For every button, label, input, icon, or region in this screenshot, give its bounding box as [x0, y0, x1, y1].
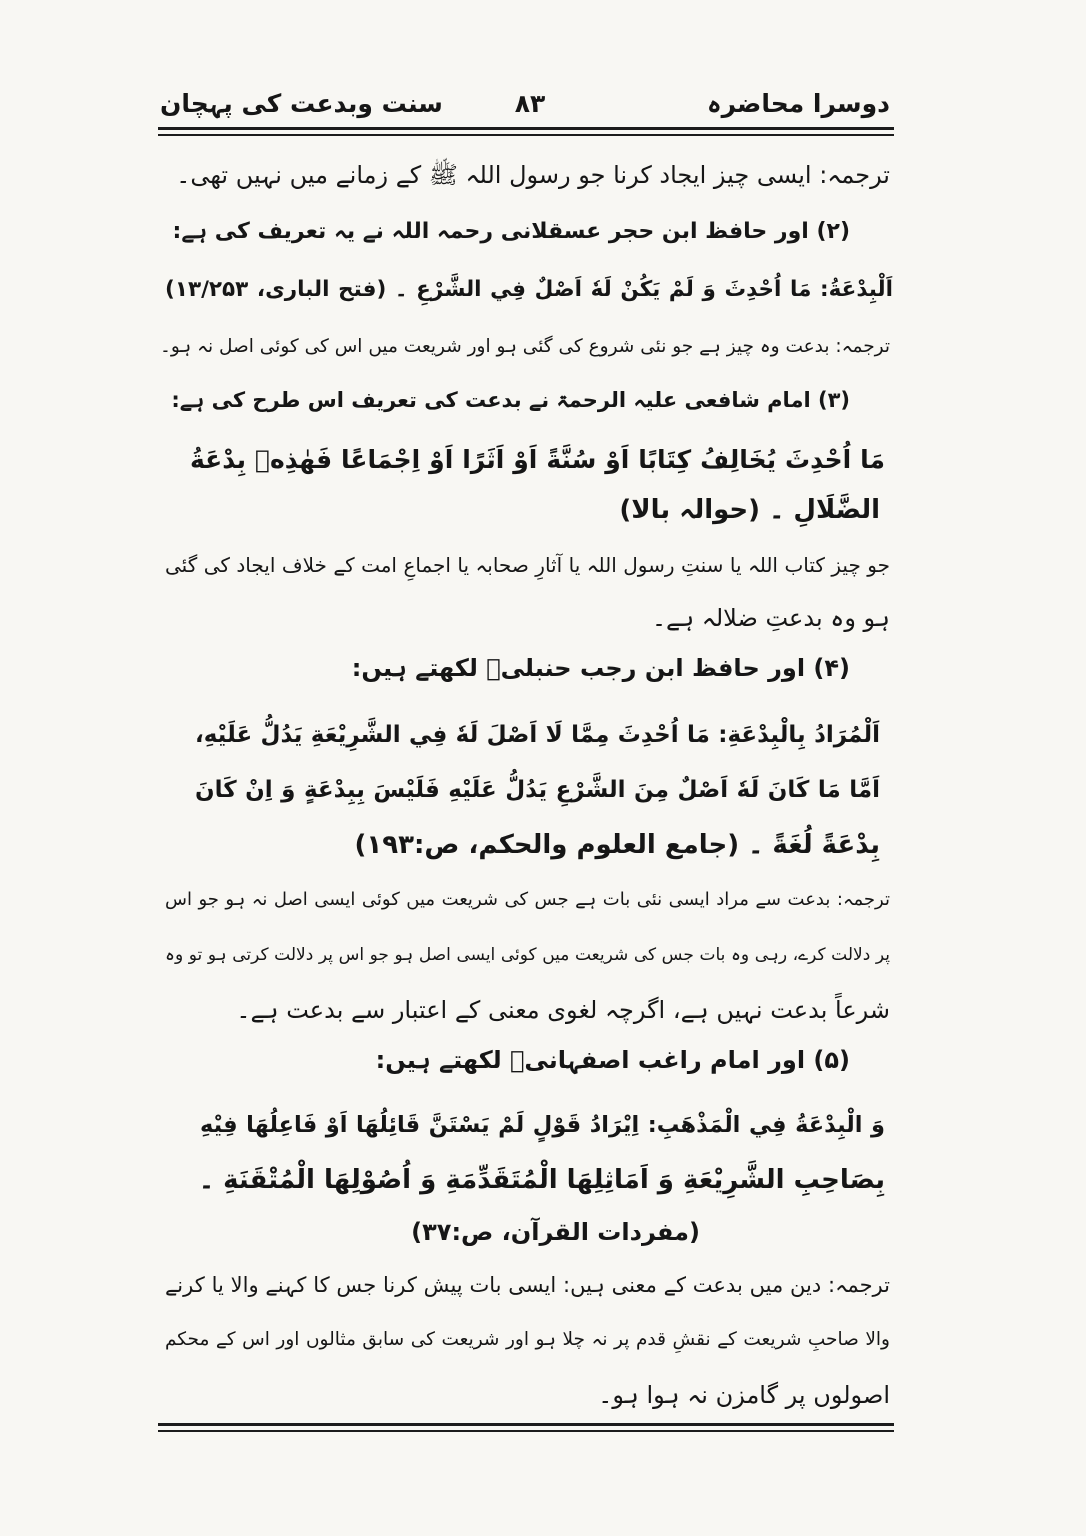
translation-line: پر دلالت کرے، رہی وہ بات جس کی شریعت میں کوئی ایسی اصل ہو جو اس پر دلالت کرتی ہو تو وہ	[165, 945, 890, 965]
translation-line: ترجمہ: بدعت سے مراد ایسی نئی بات ہے جس کی شریعت میں کوئی ایسی اصل نہ ہو جو اس	[165, 889, 890, 910]
arabic-quotation-line: وَ الْبِدْعَةُ فِي الْمَذْهَبِ: اِيْرَادُ قَوْلٍ لَمْ يَسْتَنَّ قَائِلُهَا اَوْ فَاعِلُهَا فِيْهِ	[200, 1112, 885, 1138]
translation-line: ترجمہ: ایسی چیز ایجاد کرنا جو رسول اللہ ﷺ کے زمانے میں نہیں تھی۔	[176, 161, 890, 189]
citation: (مفردات القرآن، ص:۳۷)	[411, 1218, 700, 1246]
header-rule	[158, 127, 894, 130]
definition-heading: (۴) اور حافظ ابن رجب حنبلیؒ لکھتے ہیں:	[351, 654, 850, 682]
translation-line: ترجمہ: بدعت وہ چیز ہے جو نئی شروع کی گئی ہو اور شریعت میں اس کی کوئی اصل نہ ہو۔	[160, 336, 890, 357]
arabic-quotation-line: بِدْعَةً لُغَةً ۔ (جامع العلوم والحکم، ص:۱۹۳)	[354, 830, 880, 860]
footer-rule	[158, 1423, 894, 1426]
arabic-quotation-line: اَمَّا مَا كَانَ لَهٗ اَصْلٌ مِنَ الشَّرْعِ يَدُلُّ عَلَيْهِ فَلَيْسَ بِبِدْعَةٍ وَ اِنْ كَانَ	[195, 777, 880, 803]
definition-heading: (۳) امام شافعی علیہ الرحمۃ نے بدعت کی تعریف اس طرح کی ہے:	[171, 388, 850, 412]
arabic-quotation-line: اَلْبِدْعَةُ: مَا اُحْدِثَ وَ لَمْ يَكُنْ لَهٗ اَصْلٌ فِي الشَّرْعِ ۔ (فتح الباری، ۱۳/۲۵۳)	[165, 277, 893, 302]
definition-heading: (۵) اور امام راغب اصفہانیؒ لکھتے ہیں:	[375, 1046, 850, 1074]
translation-line: جو چیز کتاب اللہ یا سنتِ رسول اللہ یا آثارِ صحابہ یا اجماعِ امت کے خلاف ایجاد کی گئی	[165, 553, 890, 577]
footer-rule	[158, 1430, 894, 1432]
translation-line: ترجمہ: دین میں بدعت کے معنی ہیں: ایسی بات پیش کرنا جس کا کہنے والا یا کرنے	[165, 1273, 890, 1297]
definition-heading: (۲) اور حافظ ابن حجر عسقلانی رحمہ اللہ نے یہ تعریف کی ہے:	[172, 219, 850, 244]
translation-line: ہو وہ بدعتِ ضلالہ ہے۔	[651, 604, 890, 632]
arabic-quotation-line: الضَّلَالِ ۔ (حوالہ بالا)	[619, 495, 880, 525]
translation-line: والا صاحبِ شریعت کے نقشِ قدم پر نہ چلا ہو اور شریعت کی سابق مثالوں اور اس کے محکم	[165, 1329, 890, 1350]
running-header-book-title: سنت وبدعت کی پہچان	[160, 89, 443, 118]
arabic-quotation-line: مَا اُحْدِثَ يُخَالِفُ كِتَابًا اَوْ سُنَّةً اَوْ اَثَرًا اَوْ اِجْمَاعًا فَهٰذِهٖ بِدْعَةُ	[190, 445, 885, 474]
header-rule	[158, 134, 894, 136]
arabic-quotation-line: بِصَاحِبِ الشَّرِيْعَةِ وَ اَمَاثِلِهَا الْمُتَقَدِّمَةِ وَ اُصُوْلِهَا الْمُتْقَنَةِ ۔	[198, 1165, 885, 1195]
arabic-quotation-line: اَلْمُرَادُ بِالْبِدْعَةِ: مَا اُحْدِثَ مِمَّا لَا اَصْلَ لَهٗ فِي الشَّرِيْعَةِ يَدُلُّ عَلَيْهِ،	[195, 722, 880, 748]
page-number: ۸۳	[514, 89, 546, 118]
translation-line: اصولوں پر گامزن نہ ہوا ہو۔	[598, 1381, 890, 1409]
running-header-section: دوسرا محاضرہ	[706, 89, 890, 118]
translation-line: شرعاً بدعت نہیں ہے، اگرچہ لغوی معنی کے اعتبار سے بدعت ہے۔	[236, 996, 890, 1024]
